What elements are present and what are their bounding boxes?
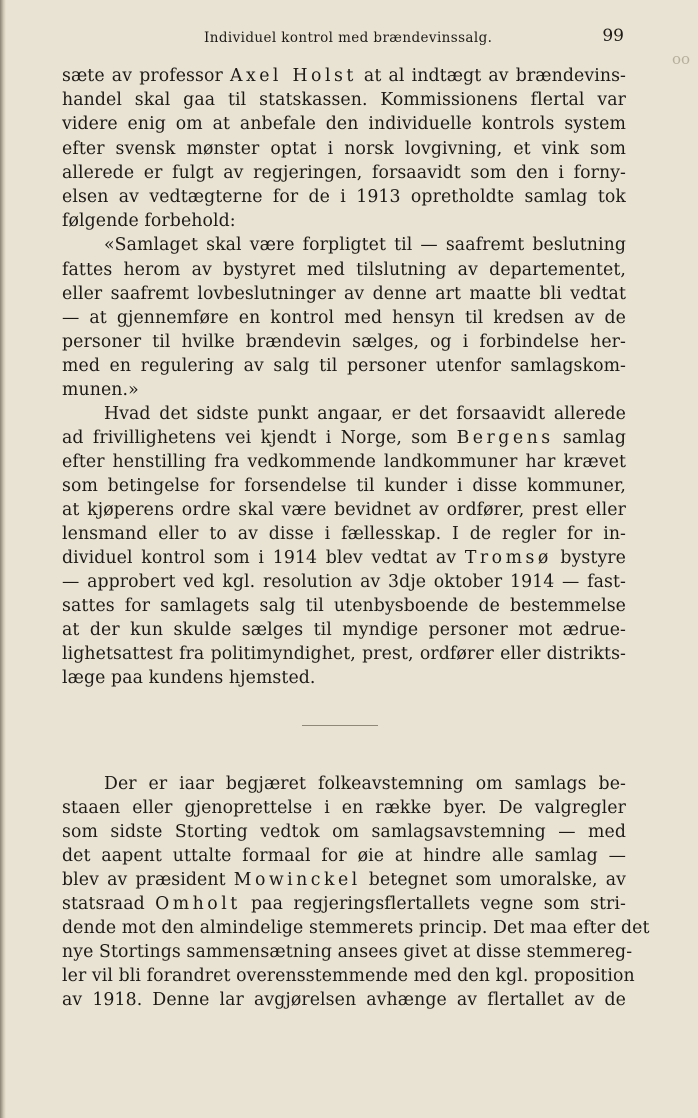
text-line: av 1918. Denne lar avgjørelsen avhænge av flertallet av de [62,990,626,1010]
quote-line: fattes herom av bystyret med tilslutning av departementet, [62,260,626,280]
bleed-through-mark: oo [671,50,690,68]
text-line: nye Stortings sammensætning ansees givet at disse stemmereg- [62,942,633,962]
text-line: staaen eller gjenoprettelse i en række byer. De valgregler [62,798,626,818]
text-line: Der er iaar begjæret folkeavstemning om samlags be- [104,774,626,794]
running-title: Individuel kontrol med brændevinssalg. [204,30,493,46]
text-line: allerede er fulgt av regjeringen, forsaavidt som den i forny- [62,163,626,183]
quote-line: med en regulering av salg til personer utenfor samlagskom- [62,356,626,376]
text-line: elsen av vedtægterne for de i 1913 opretholdte samlag tok [62,187,626,207]
text-line: efter svensk mønster optat i norsk lovgivning, et vink som [62,139,626,159]
text-line: statsraad Omholt paa regjeringsflertallets vegne som stri- [62,894,626,914]
text-line: at kjøperens ordre skal være bevidnet av ordfører, prest eller [62,500,626,520]
text-line: blev av præsident Mowinckel betegnet som umoralske, av [62,870,626,890]
quote-line: eller saafremt lovbeslutninger av denne art maatte bli vedtat [62,284,626,304]
text-line: efter henstilling fra vedkommende landkommuner har krævet [62,452,626,472]
text-line: videre enig om at anbefale den individuelle kontrols system [62,114,626,134]
page-header [62,26,626,50]
quote-line: personer til hvilke brændevin sælges, og i forbindelse her- [62,332,626,352]
text-line: følgende forbehold: [62,211,236,231]
text-line: ad frivillighetens vei kjendt i Norge, som Bergens samlag [62,428,626,448]
text-line: handel skal gaa til statskassen. Kommissionens flertal var [62,90,626,110]
text-line: sattes for samlagets salg til utenbysboende de bestemmelse [62,596,626,616]
section-divider [302,725,378,726]
quote-line: «Samlaget skal være forpligtet til — saafremt beslutning [104,235,626,255]
page-number: 99 [602,26,624,46]
text-line: ler vil bli forandret overensstemmende med den kgl. proposition [62,966,635,986]
text-line: lighetsattest fra politimyndighet, prest, ordfører eller distrikts- [62,644,626,664]
text-line: dividuel kontrol som i 1914 blev vedtat av Tromsø bystyre [62,548,626,568]
text-line: som betingelse for forsendelse til kunder i disse kommuner, [62,476,626,496]
quote-line: munen.» [62,380,139,400]
text-line: lensmand eller to av disse i fællesskap. I de regler for in- [62,524,626,544]
text-line: det aapent uttalte formaal for øie at hindre alle samlag — [62,846,626,866]
text-line: at der kun skulde sælges til myndige personer mot ædrue- [62,620,626,640]
text-line: Hvad det sidste punkt angaar, er det forsaavidt allerede [104,404,626,424]
quote-line: — at gjennemføre en kontrol med hensyn til kredsen av de [62,308,626,328]
binding-edge [0,0,6,1118]
text-line: som sidste Storting vedtok om samlagsavstemning — med [62,822,626,842]
text-line: læge paa kundens hjemsted. [62,668,316,688]
text-line: — approbert ved kgl. resolution av 3dje oktober 1914 — fast- [62,572,626,592]
text-line: sæte av professor Axel Holst at al indtægt av brændevins- [62,66,626,86]
text-line: dende mot den almindelige stemmerets princip. Det maa efter det [62,918,650,938]
